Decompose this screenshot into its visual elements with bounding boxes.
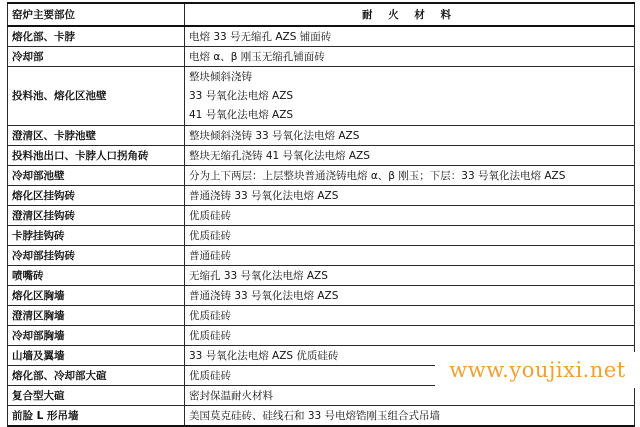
kiln-part-cell: 熔化部、冷却部大碹 — [8, 366, 185, 386]
table-row — [8, 186, 635, 206]
site-watermark: www.youjixi.net — [435, 352, 640, 388]
material-cell: 优质硅砖 — [185, 326, 635, 346]
material-cell: 密封保温耐火材料 — [185, 386, 635, 406]
table-row — [8, 146, 635, 166]
table-row — [8, 67, 635, 126]
table-row — [8, 206, 635, 226]
table-row — [8, 226, 635, 246]
table-row — [8, 326, 635, 346]
table-row — [8, 406, 635, 427]
table-row — [8, 386, 635, 406]
kiln-part-cell: 投料池、熔化区池壁 — [8, 67, 185, 126]
kiln-part-cell: 投料池出口、卡脖人口拐角砖 — [8, 146, 185, 166]
material-line: 整块倾斜浇铸 — [189, 70, 252, 83]
material-cell: 电熔 33 号无缩孔 AZS 铺面砖 — [185, 26, 635, 47]
table-row — [8, 306, 635, 326]
header-refractory-material: 耐 火 材 料 — [185, 3, 635, 26]
kiln-part-cell: 卡脖挂钩砖 — [8, 226, 185, 246]
table-row — [8, 126, 635, 146]
kiln-part-cell: 熔化区挂钩砖 — [8, 186, 185, 206]
material-cell: 优质硅砖 — [185, 366, 635, 386]
material-cell: 优质硅砖 — [185, 306, 635, 326]
material-cell: 普通硅砖 — [185, 246, 635, 266]
kiln-part-cell: 熔化区胸墙 — [8, 286, 185, 306]
material-cell: 电熔 α、β 刚玉无缩孔铺面砖 — [185, 47, 635, 67]
kiln-part-cell: 冷却部池壁 — [8, 166, 185, 186]
material-cell: 普通浇铸 33 号氧化法电熔 AZS — [185, 186, 635, 206]
material-cell: 优质硅砖 — [185, 206, 635, 226]
header-kiln-part: 窑炉主要部位 — [8, 3, 185, 26]
table-row — [8, 166, 635, 186]
material-cell: 美国莫克硅砖、硅线石和 33 号电熔锆刚玉组合式吊墙 — [185, 406, 635, 427]
header-row — [8, 3, 635, 26]
table-row — [8, 26, 635, 47]
material-cell: 无缩孔 33 号氧化法电熔 AZS — [185, 266, 635, 286]
kiln-part-cell: 熔化部、卡脖 — [8, 26, 185, 47]
material-cell: 优质硅砖 — [185, 226, 635, 246]
material-cell: 普通浇铸 33 号氧化法电熔 AZS — [185, 286, 635, 306]
material-cell: 分为上下两层：上层整块普通浇铸电熔 α、β 刚玉；下层：33 号氧化法电熔 AZS — [185, 166, 635, 186]
material-line: 33 号氧化法电熔 AZS — [189, 89, 294, 102]
material-cell: 33 号氧化法电熔 AZS 优质硅砖 — [185, 346, 635, 366]
kiln-part-cell: 冷却部挂钩砖 — [8, 246, 185, 266]
kiln-part-cell: 前脸 L 形吊墙 — [8, 406, 185, 427]
kiln-part-cell: 复合型大碹 — [8, 386, 185, 406]
table-row — [8, 286, 635, 306]
kiln-part-cell: 喷嘴砖 — [8, 266, 185, 286]
table-row — [8, 47, 635, 67]
kiln-part-cell: 冷却部胸墙 — [8, 326, 185, 346]
material-cell-multiline — [185, 67, 635, 126]
kiln-part-cell: 冷却部 — [8, 47, 185, 67]
kiln-part-cell: 澄清区、卡脖池壁 — [8, 126, 185, 146]
kiln-part-cell: 澄清区挂钩砖 — [8, 206, 185, 226]
material-cell: 整块无缩孔浇铸 41 号氧化法电熔 AZS — [185, 146, 635, 166]
material-cell: 整块倾斜浇铸 33 号氧化法电熔 AZS — [185, 126, 635, 146]
kiln-part-cell: 山墙及翼墙 — [8, 346, 185, 366]
table-row — [8, 246, 635, 266]
table-row — [8, 266, 635, 286]
kiln-part-cell: 澄清区胸墙 — [8, 306, 185, 326]
material-line: 41 号氧化法电熔 AZS — [189, 108, 294, 121]
